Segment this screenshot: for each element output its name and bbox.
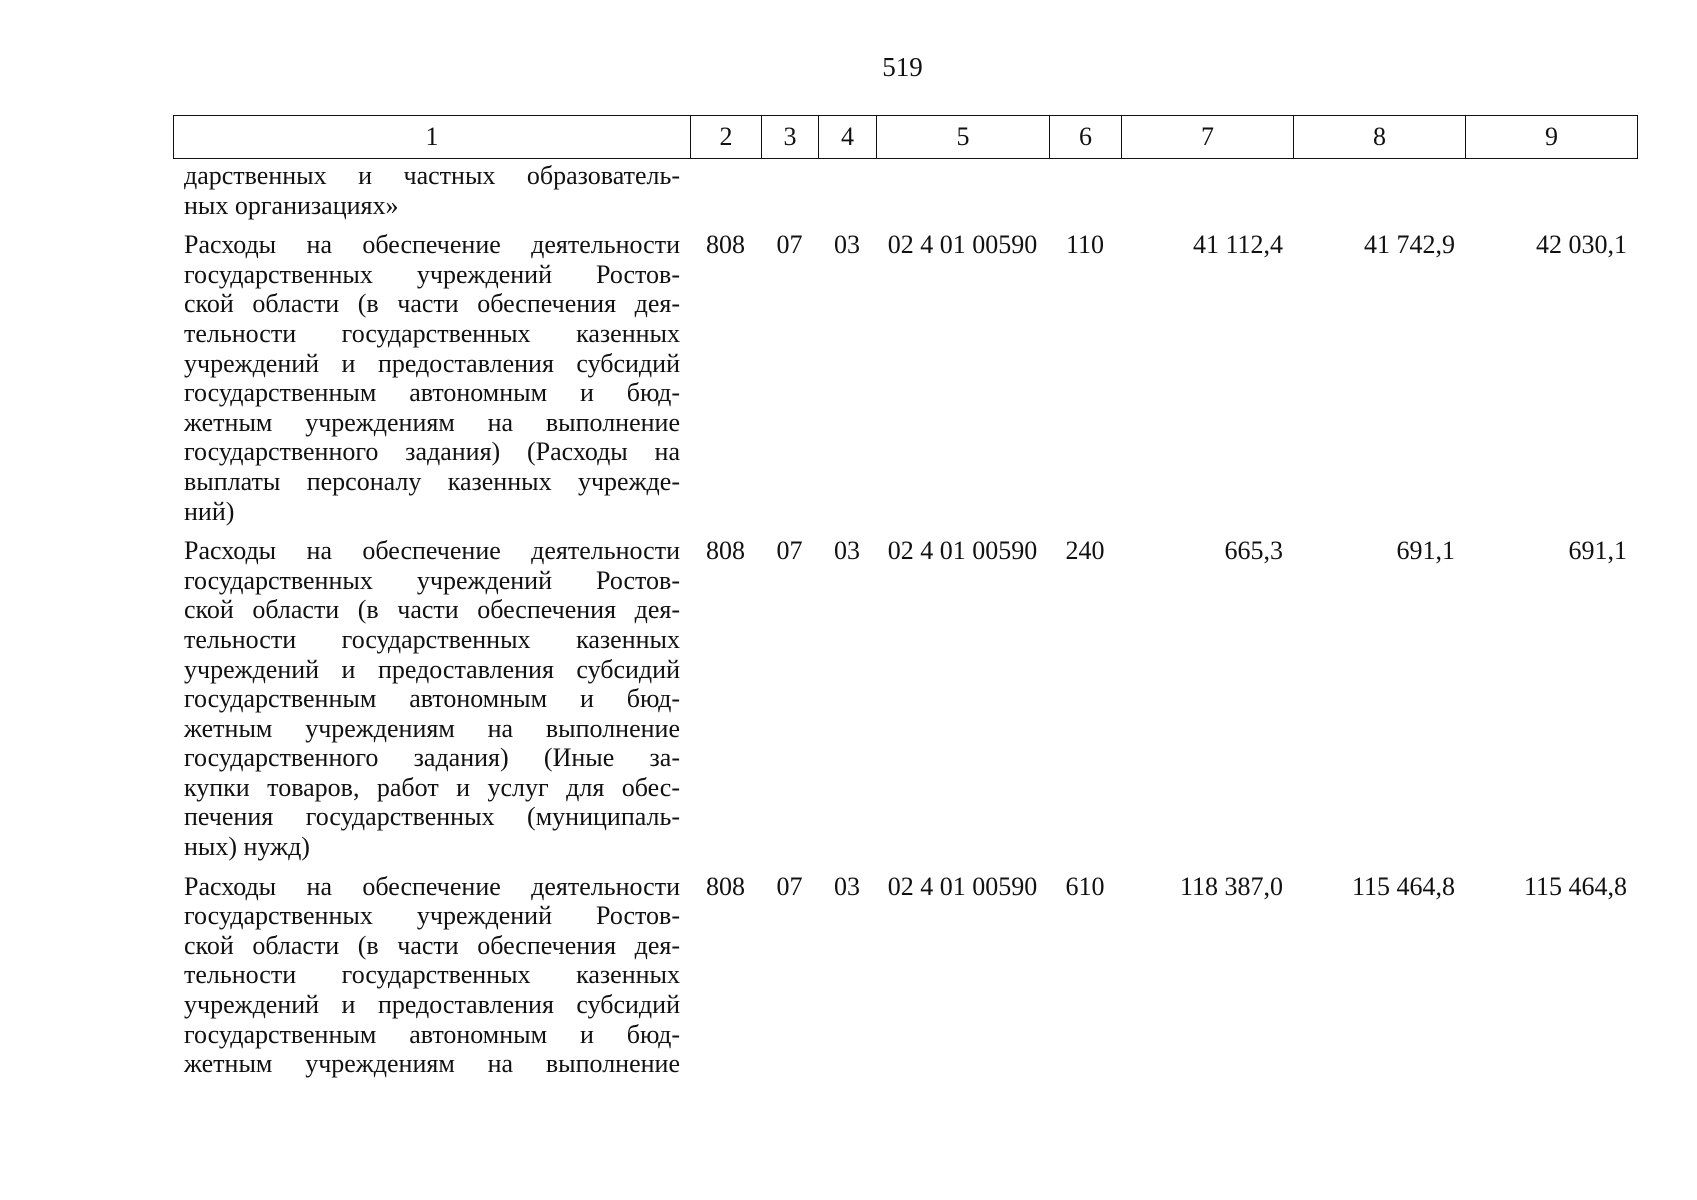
- desc-line: жетным учреждениям на выполнение: [184, 1049, 680, 1079]
- cell-amount-col9: 42 030,1: [1536, 230, 1627, 260]
- desc-line: Расходы на обеспечение деятельности: [184, 230, 680, 260]
- header-col-6: 6: [1050, 116, 1122, 159]
- cell-expense-type: 110: [1065, 230, 1105, 260]
- desc-line: жетным учреждениям на выполнение: [184, 407, 680, 437]
- desc-line: государственного задания) (Иные за-: [184, 743, 680, 773]
- desc-line: государственным автономным и бюд-: [184, 1019, 680, 1049]
- cell-ministry-code: 808: [706, 230, 745, 260]
- cell-subsection: 03: [834, 230, 860, 260]
- desc-line: учреждений и предоставления субсидий: [184, 990, 680, 1020]
- cell-expense-type: 240: [1065, 536, 1105, 566]
- header-col-7: 7: [1122, 116, 1294, 159]
- desc-line: учреждений и предоставления субсидий: [184, 654, 680, 684]
- desc-line: ской области (в части обеспечения дея-: [184, 930, 680, 960]
- table-row: [173, 536, 1637, 872]
- desc-line: учреждений и предоставления субсидий: [184, 348, 680, 378]
- cell-amount-col9: 115 464,8: [1523, 871, 1627, 901]
- cell-amount-col8: 691,1: [1396, 536, 1455, 566]
- desc-line: государственным автономным и бюд-: [184, 378, 680, 408]
- header-col-9: 9: [1466, 116, 1638, 159]
- desc-line: государственным автономным и бюд-: [184, 684, 680, 714]
- desc-line: тельности государственных казенных: [184, 960, 680, 990]
- desc-line: ской области (в части обеспечения дея-: [184, 289, 680, 319]
- row-description: [173, 536, 690, 872]
- cell-ministry-code: 808: [706, 871, 745, 901]
- header-col-5: 5: [877, 116, 1050, 159]
- desc-line: выплаты персоналу казенных учрежде-: [184, 466, 680, 496]
- desc-line: государственных учреждений Ростов-: [184, 259, 680, 289]
- cell-target-article: 02 4 01 00590: [887, 230, 1038, 260]
- continuation-description: [173, 161, 690, 230]
- cell-amount-col7: 118 387,0: [1179, 871, 1283, 901]
- desc-line: ской области (в части обеспечения дея-: [184, 595, 680, 625]
- desc-line: жетным учреждениям на выполнение: [184, 713, 680, 743]
- table-row: [173, 230, 1637, 536]
- cell-amount-col7: 41 112,4: [1192, 230, 1283, 260]
- desc-line: ных) нужд): [184, 832, 310, 862]
- cell-section: 07: [776, 230, 803, 260]
- budget-table: [173, 161, 1637, 1079]
- desc-line: Расходы на обеспечение деятельности: [184, 871, 680, 901]
- header-col-1: 1: [174, 116, 691, 159]
- desc-line: Расходы на обеспечение деятельности: [184, 536, 680, 566]
- desc-line: государственного задания) (Расходы на: [184, 437, 680, 467]
- desc-line: ных организациях»: [184, 190, 399, 220]
- cell-target-article: 02 4 01 00590: [887, 536, 1038, 566]
- desc-line: ний): [184, 496, 235, 526]
- table-row: [173, 872, 1637, 1079]
- header-col-4: 4: [819, 116, 877, 159]
- desc-line: государственных учреждений Ростов-: [184, 565, 680, 595]
- cell-amount-col8: 41 742,9: [1364, 230, 1455, 260]
- cell-subsection: 03: [834, 871, 860, 901]
- desc-line: купки товаров, работ и услуг для обес-: [184, 772, 680, 802]
- desc-line: государственных учреждений Ростов-: [184, 901, 680, 931]
- desc-line: тельности государственных казенных: [184, 318, 680, 348]
- cell-section: 07: [776, 536, 803, 566]
- table-row-continuation: [173, 161, 1637, 230]
- cell-amount-col9: 691,1: [1568, 536, 1627, 566]
- header-col-8: 8: [1294, 116, 1466, 159]
- desc-line: тельности государственных казенных: [184, 624, 680, 654]
- cell-target-article: 02 4 01 00590: [887, 871, 1038, 901]
- cell-expense-type: 610: [1065, 871, 1105, 901]
- cell-section: 07: [776, 871, 803, 901]
- page-number: 519: [882, 52, 923, 82]
- row-description: [173, 872, 690, 1079]
- desc-line: печения государственных (муниципаль-: [184, 802, 680, 832]
- cell-amount-col7: 665,3: [1224, 536, 1283, 566]
- desc-line: дарственных и частных образователь-: [184, 161, 680, 190]
- column-number-header: [173, 115, 1638, 159]
- cell-subsection: 03: [834, 536, 860, 566]
- cell-amount-col8: 115 464,8: [1351, 871, 1455, 901]
- row-description: [173, 230, 690, 536]
- header-col-3: 3: [762, 116, 819, 159]
- header-col-2: 2: [691, 116, 762, 159]
- cell-ministry-code: 808: [706, 536, 745, 566]
